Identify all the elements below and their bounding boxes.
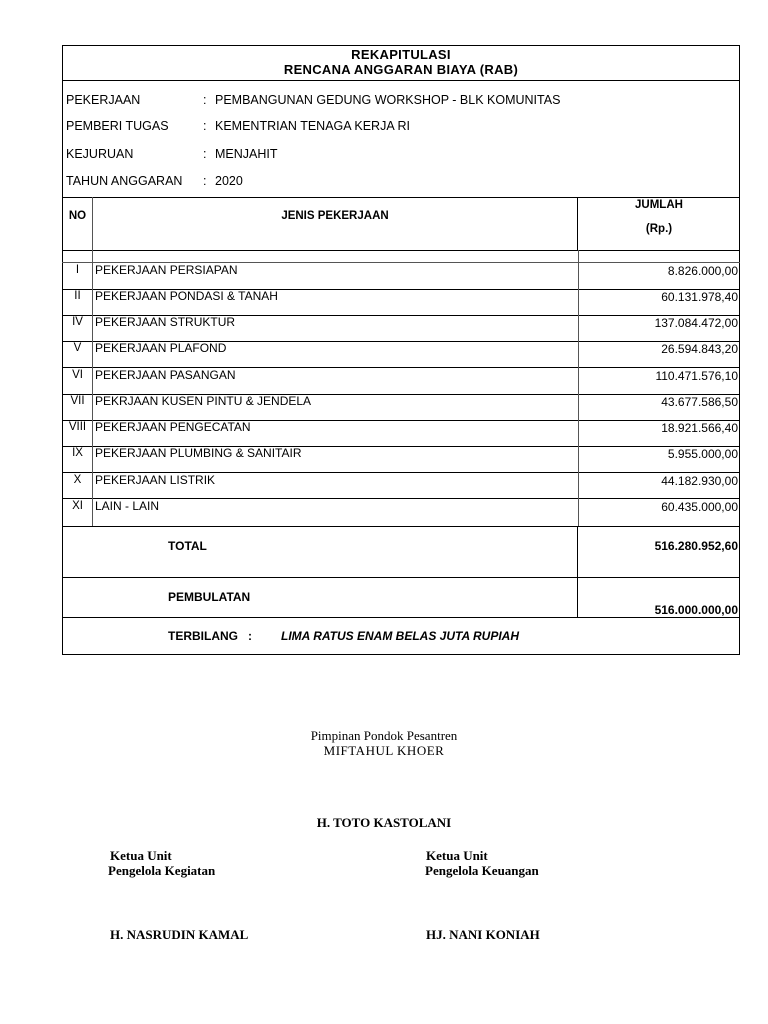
row-amount: 44.182.930,00 — [661, 474, 738, 488]
row-name: PEKERJAAN PERSIAPAN — [95, 263, 238, 277]
right-role-line1: Ketua Unit — [426, 848, 488, 863]
row-name: PEKERJAAN PENGECATAN — [95, 420, 251, 434]
row-amount: 18.921.566,40 — [661, 421, 738, 435]
row-name: PEKRJAAN KUSEN PINTU & JENDELA — [95, 394, 312, 408]
terbilang-label: TERBILANG : — [168, 629, 252, 643]
row-name: LAIN - LAIN — [95, 499, 160, 513]
column-header-jenis: JENIS PEKERJAAN — [281, 210, 389, 222]
row-number: VI — [72, 369, 83, 381]
right-role-line2: Pengelola Keuangan — [425, 863, 539, 878]
leader-name: H. TOTO KASTOLANI — [316, 815, 452, 830]
divider — [62, 197, 740, 198]
row-amount: 60.435.000,00 — [661, 500, 738, 514]
row-number: I — [75, 264, 80, 276]
divider — [578, 250, 579, 526]
divider — [62, 526, 740, 527]
organization-line1: Pimpinan Pondok Pesantren — [310, 728, 458, 743]
row-amount: 8.826.000,00 — [667, 264, 738, 278]
row-number: II — [74, 290, 81, 302]
pembulatan-label: PEMBULATAN — [168, 590, 251, 604]
info-value-kejuruan: MENJAHIT — [215, 147, 278, 161]
info-colon: : — [203, 174, 207, 188]
row-name: PEKERJAAN PONDASI & TANAH — [95, 289, 278, 303]
info-colon: : — [203, 147, 207, 161]
pembulatan-value: 516.000.000,00 — [654, 603, 738, 617]
divider — [577, 526, 578, 617]
info-colon: : — [203, 93, 207, 107]
row-number: V — [73, 342, 82, 354]
row-name: PEKERJAAN LISTRIK — [95, 473, 216, 487]
organization-line2: MIFTAHUL KHOER — [323, 743, 445, 758]
row-name: PEKERJAAN PASANGAN — [95, 368, 236, 382]
terbilang-value: LIMA RATUS ENAM BELAS JUTA RUPIAH — [281, 629, 519, 643]
column-header-unit: (Rp.) — [645, 223, 673, 235]
row-name: PEKERJAAN PLAFOND — [95, 341, 227, 355]
divider — [62, 617, 740, 618]
row-amount: 110.471.576,10 — [655, 369, 738, 383]
left-signatory-name: H. NASRUDIN KAMAL — [110, 927, 249, 942]
info-value-pekerjaan: PEMBANGUNAN GEDUNG WORKSHOP - BLK KOMUNITAS — [215, 93, 561, 107]
row-amount: 26.594.843,20 — [661, 342, 738, 356]
divider — [62, 80, 740, 81]
row-amount: 60.131.978,40 — [661, 290, 738, 304]
row-amount: 43.677.586,50 — [661, 395, 738, 409]
left-role-line2: Pengelola Kegiatan — [108, 863, 216, 878]
row-number: XI — [72, 500, 83, 512]
left-role-line1: Ketua Unit — [110, 848, 172, 863]
row-amount: 137.084.472,00 — [654, 316, 738, 330]
right-signatory-name: HJ. NANI KONIAH — [426, 927, 540, 942]
row-number: X — [73, 474, 82, 486]
row-number: VII — [70, 395, 85, 407]
info-label-pekerjaan: PEKERJAAN — [66, 93, 141, 107]
row-number: IV — [72, 316, 83, 328]
info-label-pemberi-tugas: PEMBERI TUGAS — [66, 119, 169, 133]
row-number: IX — [72, 447, 83, 459]
divider — [92, 197, 93, 526]
row-name: PEKERJAAN PLUMBING & SANITAIR — [95, 446, 302, 460]
row-amount: 5.955.000,00 — [667, 447, 738, 461]
column-header-jumlah: JUMLAH — [635, 199, 683, 211]
document-title: REKAPITULASI — [351, 47, 451, 62]
column-header-no: NO — [68, 210, 87, 222]
row-name: PEKERJAAN STRUKTUR — [95, 315, 236, 329]
total-value: 516.280.952,60 — [654, 539, 738, 553]
row-number: VIII — [68, 421, 87, 433]
divider — [62, 498, 740, 499]
divider — [62, 250, 740, 251]
info-value-tahun-anggaran: 2020 — [215, 174, 243, 188]
total-label: TOTAL — [168, 539, 207, 553]
info-label-tahun-anggaran: TAHUN ANGGARAN — [66, 174, 183, 188]
info-colon: : — [203, 119, 207, 133]
info-value-pemberi-tugas: KEMENTRIAN TENAGA KERJA RI — [215, 119, 410, 133]
info-label-kejuruan: KEJURUAN — [66, 147, 134, 161]
divider — [62, 577, 740, 578]
document-subtitle: RENCANA ANGGARAN BIAYA (RAB) — [283, 62, 519, 77]
